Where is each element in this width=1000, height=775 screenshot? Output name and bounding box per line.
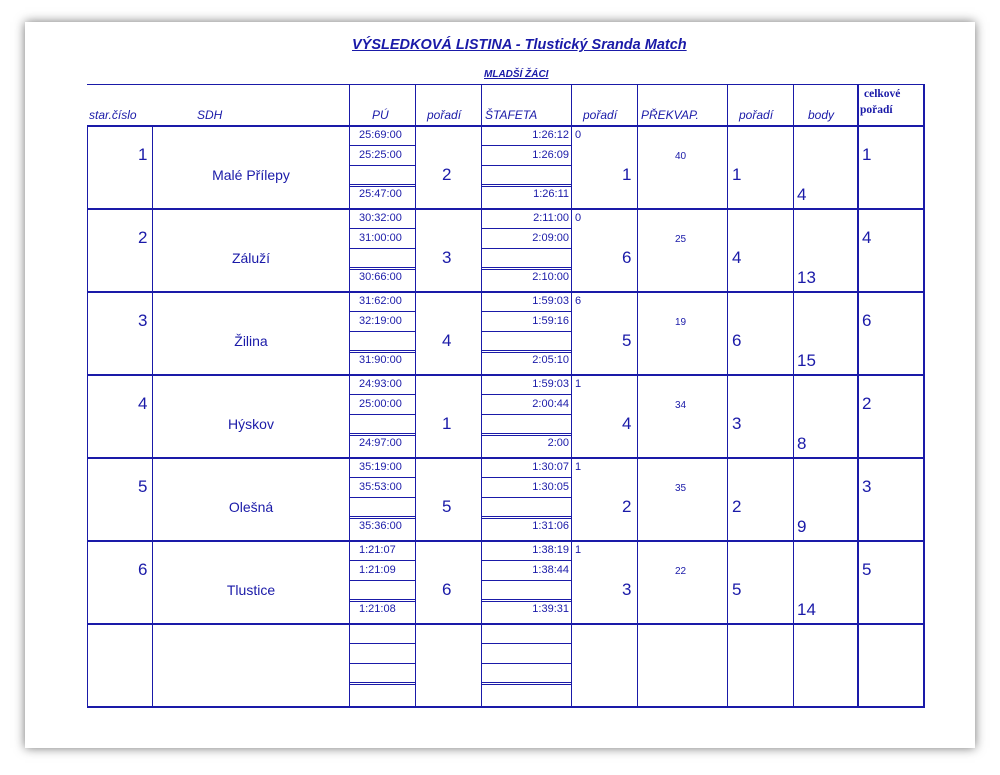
sub-cell-rule bbox=[350, 643, 415, 644]
sub-cell-rule bbox=[482, 643, 571, 644]
header-total-rank bbox=[860, 86, 924, 118]
start-number: 5 bbox=[138, 477, 148, 496]
pu-time: 32:19:00 bbox=[359, 315, 402, 327]
prekvap-rank: 3 bbox=[732, 414, 742, 433]
column-rule bbox=[571, 84, 572, 708]
sub-cell-rule bbox=[482, 435, 571, 436]
stafeta-time: 2:10:00 bbox=[532, 271, 569, 283]
stafeta-rank: 2 bbox=[622, 497, 632, 516]
total-rank: 5 bbox=[862, 560, 872, 579]
stafeta-time: 1:38:19 bbox=[532, 544, 569, 556]
team-name: Záluží bbox=[231, 250, 271, 266]
header-stafeta-rank: pořadí bbox=[583, 108, 618, 122]
stafeta-time: 1:39:31 bbox=[532, 603, 569, 615]
sub-cell-rule bbox=[482, 350, 571, 351]
stafeta-rank: 3 bbox=[622, 580, 632, 599]
body-points: 8 bbox=[797, 434, 807, 453]
sub-cell-rule bbox=[482, 580, 571, 581]
pu-time: 30:32:00 bbox=[359, 212, 402, 224]
column-rule bbox=[87, 125, 88, 708]
stafeta-mark: 1 bbox=[575, 544, 582, 556]
prekvap-rank: 2 bbox=[732, 497, 742, 516]
team-name: Žilina bbox=[234, 333, 268, 349]
prekvap-score: 35 bbox=[675, 483, 687, 494]
sub-cell-rule bbox=[482, 352, 571, 353]
sub-cell-rule bbox=[482, 560, 571, 561]
row-divider bbox=[87, 374, 924, 376]
sub-cell-rule bbox=[482, 248, 571, 249]
pu-time: 35:19:00 bbox=[359, 461, 402, 473]
sub-cell-rule bbox=[350, 560, 415, 561]
pu-time: 25:00:00 bbox=[359, 398, 402, 410]
stafeta-time: 2:00:44 bbox=[532, 398, 569, 410]
stafeta-time: 1:59:03 bbox=[532, 378, 569, 390]
sub-cell-rule bbox=[350, 165, 415, 166]
pu-time: 31:90:00 bbox=[359, 354, 402, 366]
pu-time: 35:36:00 bbox=[359, 520, 402, 532]
column-rule bbox=[857, 84, 859, 708]
body-points: 13 bbox=[797, 268, 816, 287]
stafeta-time: 2:05:10 bbox=[532, 354, 569, 366]
sub-cell-rule bbox=[350, 497, 415, 498]
sub-cell-rule bbox=[482, 269, 571, 270]
stafeta-time: 1:26:12 bbox=[532, 129, 569, 141]
sub-cell-rule bbox=[482, 518, 571, 519]
total-rank: 1 bbox=[862, 145, 872, 164]
sub-cell-rule bbox=[482, 331, 571, 332]
sub-cell-rule bbox=[350, 682, 415, 683]
sub-cell-rule bbox=[350, 145, 415, 146]
pu-time: 1:21:07 bbox=[359, 544, 396, 556]
header-pu: PÚ bbox=[372, 108, 389, 122]
team-name: Tlustice bbox=[226, 582, 276, 598]
stafeta-rank: 6 bbox=[622, 248, 632, 267]
start-number: 6 bbox=[138, 560, 148, 579]
page-title: VÝSLEDKOVÁ LISTINA - Tlustický Sranda Match bbox=[352, 37, 687, 53]
prekvap-rank: 1 bbox=[732, 165, 742, 184]
pu-time: 1:21:09 bbox=[359, 564, 396, 576]
pu-time: 25:69:00 bbox=[359, 129, 402, 141]
sub-cell-rule bbox=[482, 267, 571, 268]
team-name: Hýskov bbox=[228, 416, 274, 432]
sub-cell-rule bbox=[350, 331, 415, 332]
total-rank: 4 bbox=[862, 228, 872, 247]
sub-cell-rule bbox=[350, 684, 415, 685]
team-name: Olešná bbox=[228, 499, 274, 515]
stafeta-rank: 5 bbox=[622, 331, 632, 350]
pu-rank: 5 bbox=[442, 497, 452, 516]
sub-cell-rule bbox=[350, 350, 415, 351]
column-rule bbox=[415, 84, 416, 708]
stafeta-time: 1:26:09 bbox=[532, 149, 569, 161]
prekvap-score: 34 bbox=[675, 400, 687, 411]
pu-time: 25:25:00 bbox=[359, 149, 402, 161]
header-start-number: star.číslo bbox=[89, 108, 137, 122]
sub-cell-rule bbox=[350, 599, 415, 600]
sub-cell-rule bbox=[350, 601, 415, 602]
stafeta-time: 1:31:06 bbox=[532, 520, 569, 532]
sub-cell-rule bbox=[482, 228, 571, 229]
header-prekvap: PŘEKVAP. bbox=[641, 108, 699, 122]
header-prekvap-rank: pořadí bbox=[739, 108, 774, 122]
sub-cell-rule bbox=[482, 682, 571, 683]
pu-rank: 1 bbox=[442, 414, 452, 433]
pu-time: 30:66:00 bbox=[359, 271, 402, 283]
sub-cell-rule bbox=[482, 601, 571, 602]
prekvap-rank: 6 bbox=[732, 331, 742, 350]
pu-rank: 4 bbox=[442, 331, 452, 350]
pu-time: 35:53:00 bbox=[359, 481, 402, 493]
column-rule bbox=[727, 84, 728, 708]
row-divider bbox=[87, 291, 924, 293]
prekvap-score: 25 bbox=[675, 234, 687, 245]
sub-cell-rule bbox=[350, 228, 415, 229]
sub-cell-rule bbox=[482, 394, 571, 395]
start-number: 4 bbox=[138, 394, 148, 413]
body-points: 9 bbox=[797, 517, 807, 536]
row-divider bbox=[87, 208, 924, 210]
row-divider bbox=[87, 623, 924, 625]
sub-cell-rule bbox=[350, 516, 415, 517]
start-number: 1 bbox=[138, 145, 148, 164]
sub-cell-rule bbox=[482, 433, 571, 434]
sub-cell-rule bbox=[350, 394, 415, 395]
sub-cell-rule bbox=[482, 497, 571, 498]
header-sdh: SDH bbox=[197, 108, 223, 122]
sub-cell-rule bbox=[350, 311, 415, 312]
sub-cell-rule bbox=[482, 414, 571, 415]
pu-rank: 6 bbox=[442, 580, 452, 599]
row-divider bbox=[87, 457, 924, 459]
sub-cell-rule bbox=[350, 352, 415, 353]
sub-cell-rule bbox=[350, 269, 415, 270]
sub-cell-rule bbox=[350, 184, 415, 185]
stafeta-time: 1:30:07 bbox=[532, 461, 569, 473]
sub-cell-rule bbox=[350, 580, 415, 581]
stafeta-mark: 0 bbox=[575, 129, 582, 141]
column-rule bbox=[637, 84, 638, 708]
pu-rank: 2 bbox=[442, 165, 452, 184]
stafeta-mark: 1 bbox=[575, 461, 582, 473]
prekvap-score: 22 bbox=[675, 566, 687, 577]
row-divider bbox=[87, 540, 924, 542]
header-bottom-rule bbox=[87, 125, 924, 127]
category-subtitle: MLADŠÍ ŽÁCI bbox=[484, 69, 549, 80]
sub-cell-rule bbox=[350, 267, 415, 268]
sub-cell-rule bbox=[482, 477, 571, 478]
sub-cell-rule bbox=[482, 663, 571, 664]
sub-cell-rule bbox=[482, 599, 571, 600]
prekvap-rank: 4 bbox=[732, 248, 742, 267]
sub-cell-rule bbox=[482, 184, 571, 185]
table-bottom-rule bbox=[87, 706, 924, 708]
pu-time: 31:00:00 bbox=[359, 232, 402, 244]
stafeta-mark: 6 bbox=[575, 295, 582, 307]
pu-time: 24:93:00 bbox=[359, 378, 402, 390]
stafeta-time: 2:00 bbox=[547, 437, 569, 449]
sub-cell-rule bbox=[350, 414, 415, 415]
header-stafeta: ŠTAFETA bbox=[485, 108, 538, 122]
header-pu-rank: pořadí bbox=[427, 108, 462, 122]
stafeta-time: 1:30:05 bbox=[532, 481, 569, 493]
body-points: 14 bbox=[797, 600, 816, 619]
sub-cell-rule bbox=[350, 186, 415, 187]
body-points: 4 bbox=[797, 185, 807, 204]
prekvap-score: 19 bbox=[675, 317, 687, 328]
sub-cell-rule bbox=[482, 165, 571, 166]
stafeta-time: 1:26:11 bbox=[533, 188, 569, 200]
total-rank: 2 bbox=[862, 394, 872, 413]
stafeta-mark: 1 bbox=[575, 378, 582, 390]
sub-cell-rule bbox=[350, 248, 415, 249]
start-number: 3 bbox=[138, 311, 148, 330]
stafeta-rank: 1 bbox=[622, 165, 632, 184]
header-total-line1: celkové bbox=[864, 88, 901, 100]
stafeta-time: 2:11:00 bbox=[533, 212, 569, 224]
stafeta-time: 2:09:00 bbox=[532, 232, 569, 244]
pu-time: 24:97:00 bbox=[359, 437, 402, 449]
sub-cell-rule bbox=[350, 663, 415, 664]
sub-cell-rule bbox=[482, 145, 571, 146]
sub-cell-rule bbox=[350, 477, 415, 478]
total-rank: 6 bbox=[862, 311, 872, 330]
column-rule bbox=[923, 84, 925, 708]
sub-cell-rule bbox=[350, 433, 415, 434]
sub-cell-rule bbox=[482, 516, 571, 517]
pu-rank: 3 bbox=[442, 248, 452, 267]
stafeta-rank: 4 bbox=[622, 414, 632, 433]
sub-cell-rule bbox=[482, 311, 571, 312]
total-rank: 3 bbox=[862, 477, 872, 496]
start-number: 2 bbox=[138, 228, 148, 247]
prekvap-rank: 5 bbox=[732, 580, 742, 599]
stafeta-time: 1:59:16 bbox=[532, 315, 569, 327]
sub-cell-rule bbox=[350, 518, 415, 519]
prekvap-score: 40 bbox=[675, 151, 687, 162]
header-top-rule bbox=[87, 84, 924, 85]
stafeta-time: 1:59:03 bbox=[532, 295, 569, 307]
column-rule bbox=[349, 84, 350, 708]
body-points: 15 bbox=[797, 351, 816, 370]
header-body: body bbox=[808, 108, 835, 122]
column-rule bbox=[793, 84, 794, 708]
sub-cell-rule bbox=[482, 684, 571, 685]
header-total-line2: pořadí bbox=[860, 104, 893, 116]
team-name: Malé Přílepy bbox=[212, 167, 290, 183]
sub-cell-rule bbox=[482, 186, 571, 187]
stafeta-mark: 0 bbox=[575, 212, 582, 224]
pu-time: 25:47:00 bbox=[359, 188, 402, 200]
stafeta-time: 1:38:44 bbox=[532, 564, 569, 576]
pu-time: 1:21:08 bbox=[359, 603, 396, 615]
sub-cell-rule bbox=[350, 435, 415, 436]
pu-time: 31:62:00 bbox=[359, 295, 402, 307]
